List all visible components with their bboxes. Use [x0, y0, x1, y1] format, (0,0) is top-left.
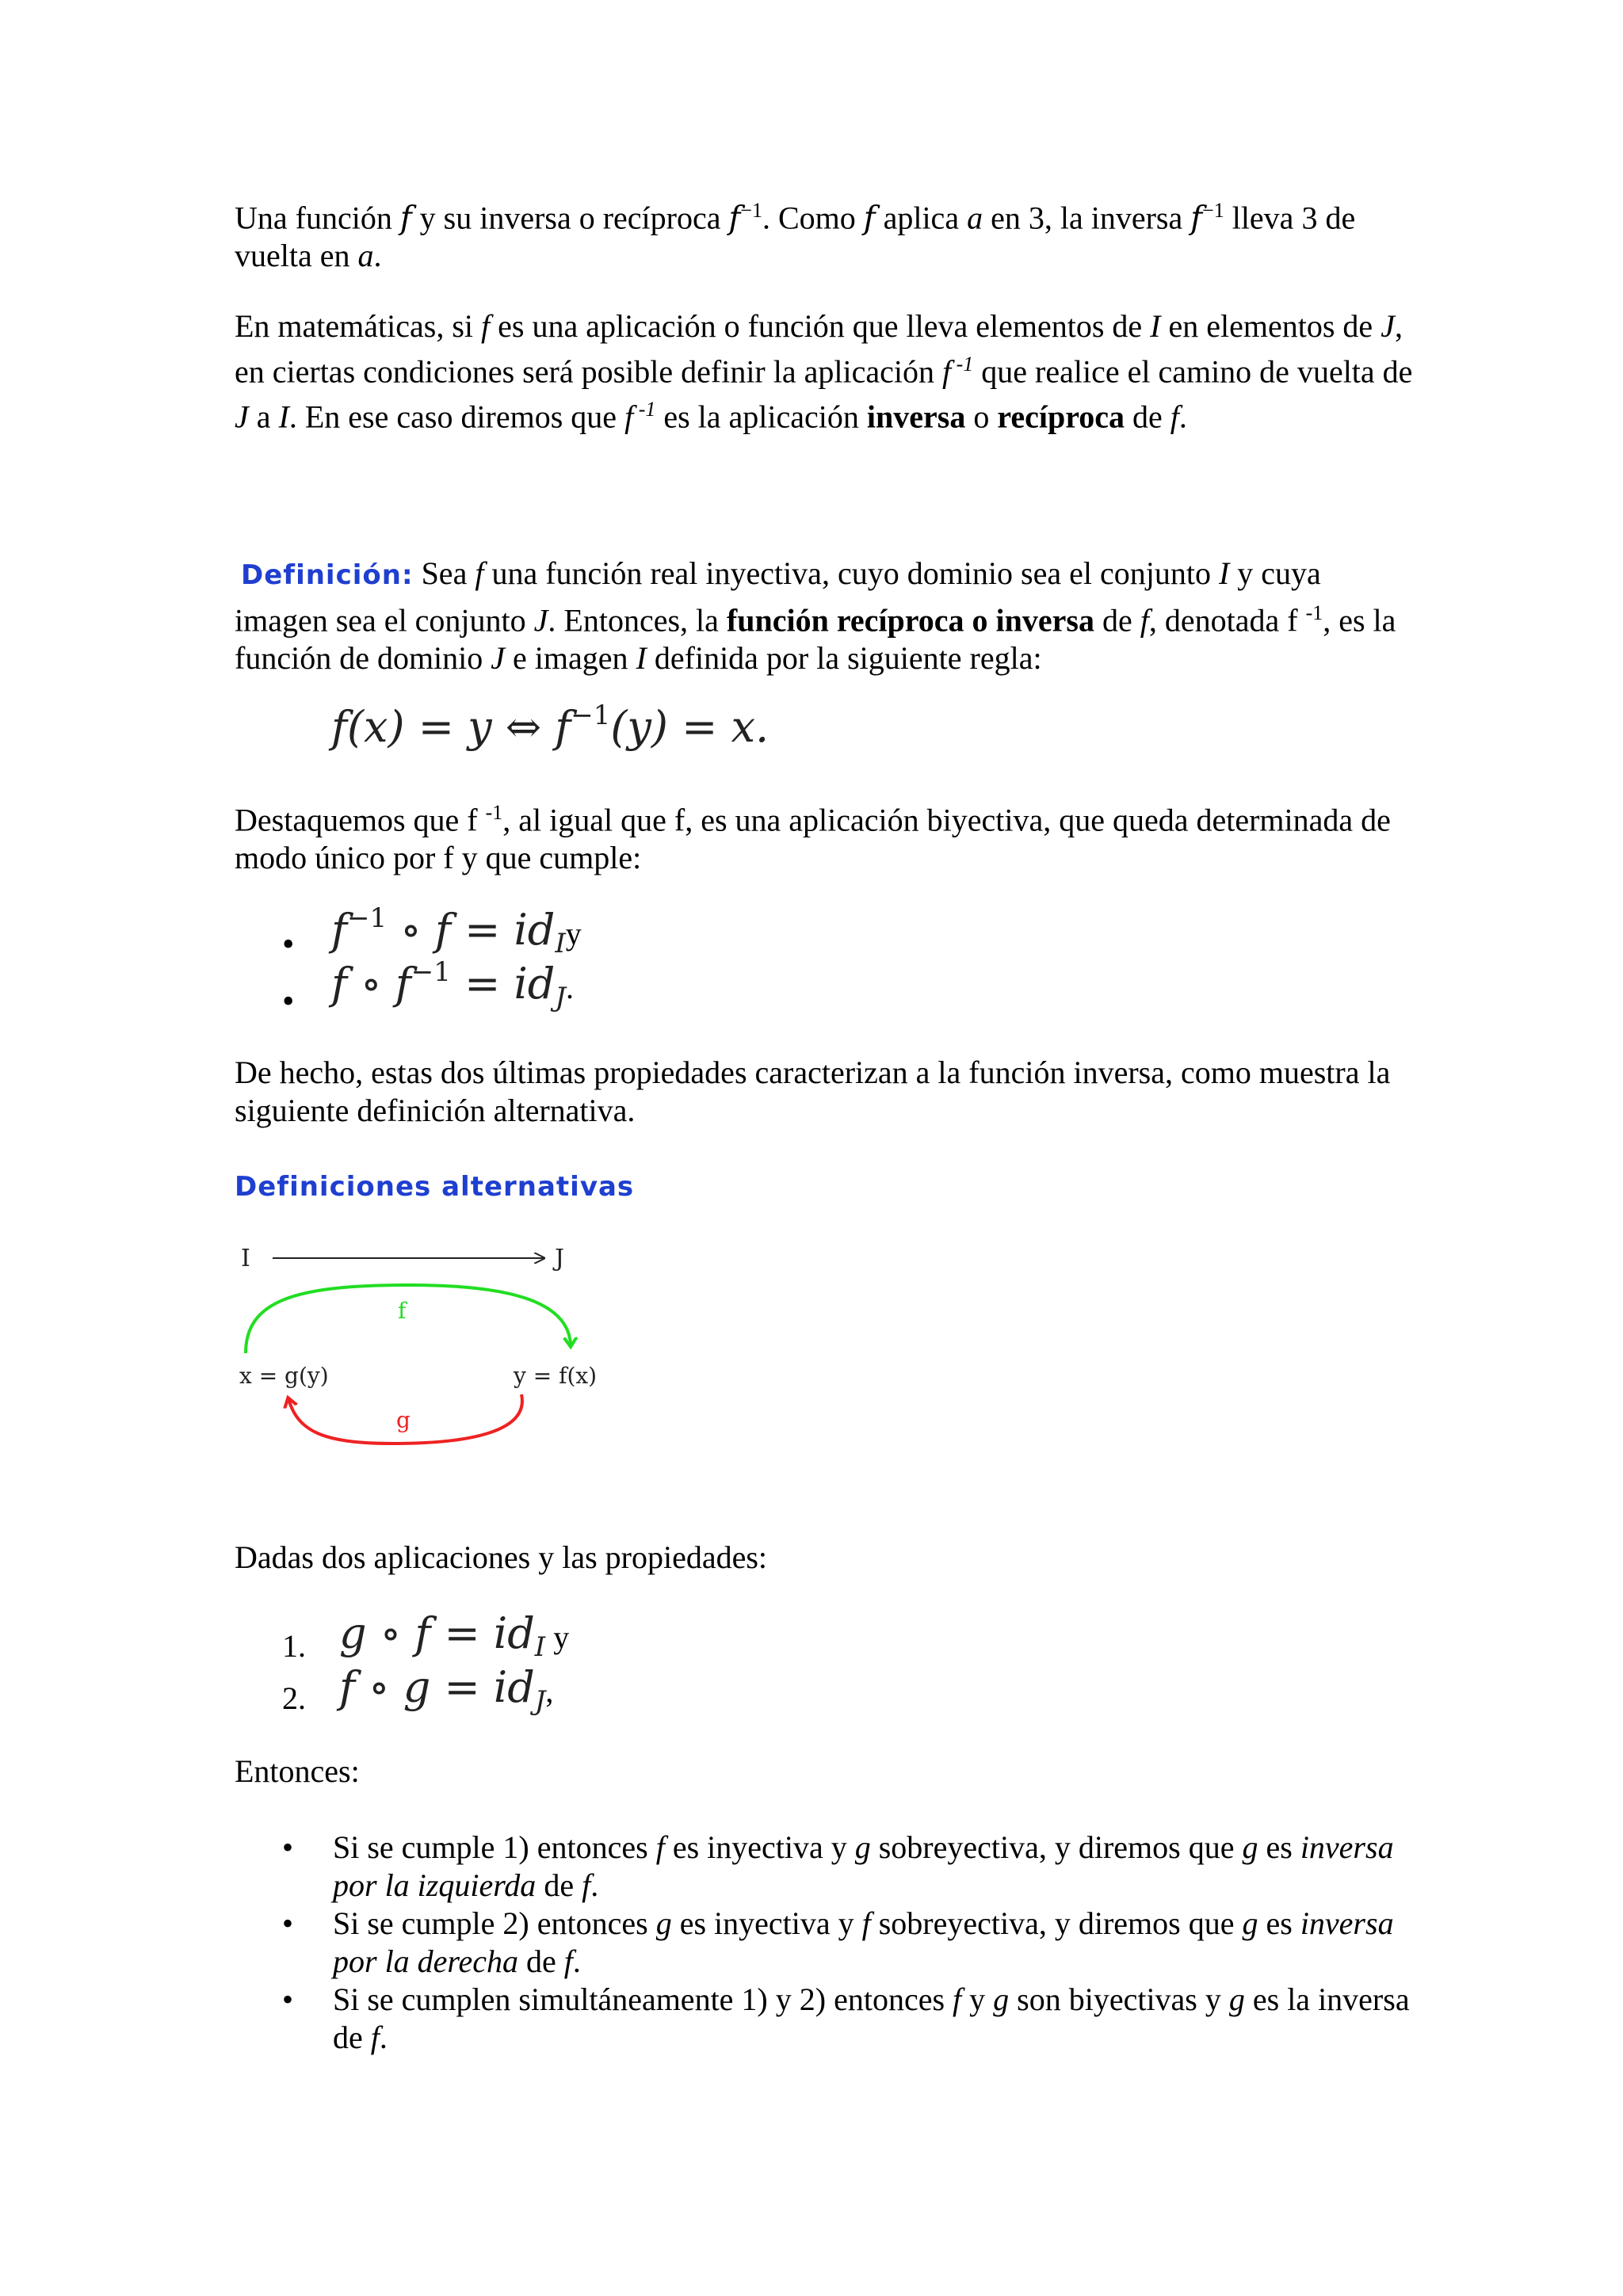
f-label: f	[398, 1298, 407, 1324]
entonces-paragraph: Entonces:	[235, 1753, 360, 1789]
intro-paragraph: Una función f y su inversa o recíproca $f^{-1}$. Como f aplica a en 3, la inversa $f^{-1}$ lleva 3 de vuelta en a.	[235, 199, 1356, 274]
alternative-definitions-heading: Definiciones alternativas	[235, 1171, 635, 1203]
list-item: • Si se cumple 1) entonces f es inyectiva y g sobreyectiva, y diremos que g es inversa por la izquierda de f.	[282, 1829, 1394, 1903]
g-label: g	[396, 1407, 411, 1433]
given-applications-paragraph: Dadas dos aplicaciones y las propiedades:	[235, 1539, 768, 1575]
condition-formula-2: f ∘ g = idJ,	[339, 1662, 554, 1717]
characterization-paragraph: De hecho, estas dos últimas propiedades caracterizan a la función inversa, como muestra la siguiente definición alternativa.	[235, 1055, 1391, 1128]
list-item: • Si se cumplen simultáneamente 1) y 2) entonces f y g son biyectivas y g es la inversa de f.	[282, 1981, 1410, 2055]
x-equals-g-y-label: x = g(y)	[239, 1363, 329, 1389]
definition-intro-paragraph: En matemáticas, si f es una aplicación o función que lleva elementos de I en elementos de J, en ciertas condiciones será posible definir la aplicación f $^{-1}$ que realice el camino de vuelta de J a I. En ese caso diremos que f $^{-1}$ es la aplicación inversa o recíproca de f.	[235, 308, 1413, 435]
property-formula-2: f ∘ $f^{-1}$ = idJ.	[331, 956, 574, 1013]
bijective-paragraph: Destaquemos que f $^{-1}$, al igual que f, es una aplicación biyectiva, que queda determinada de modo único por f y que cumple:	[235, 801, 1391, 876]
set-i-label: I	[241, 1245, 250, 1272]
y-equals-f-x-label: y = f(x)	[514, 1363, 598, 1389]
condition-number-2: 2.	[282, 1680, 306, 1716]
alternative-definitions-heading-wrap	[235, 1166, 1415, 1206]
inverse-function-diagram	[235, 1236, 615, 1466]
list-item: • Si se cumple 2) entonces g es inyectiva y f sobreyectiva, y diremos que g es inversa por la derecha de f.	[282, 1905, 1394, 1979]
property-bullet-1: •	[282, 925, 295, 963]
definition-heading: Definición:	[241, 559, 414, 591]
condition-number-1: 1.	[282, 1628, 306, 1664]
property-bullet-2: •	[282, 982, 295, 1020]
definition-paragraph: Definición: Sea f una función real inyectiva, cuyo dominio sea el conjunto I y cuya imagen sea el conjunto J. Entonces, la función recíproca o inversa de f, denotada f $^{-1}$, es la función de dominio J e imagen I definida por la siguiente regla:	[235, 555, 1396, 677]
condition-formula-1: g ∘ f = idI y	[339, 1608, 570, 1663]
results-list	[235, 1829, 1415, 2057]
set-j-label: J	[555, 1245, 565, 1272]
inverse-rule-formula: f(x) = y ⇔ $f^{-1}(y) = x$.	[331, 700, 769, 752]
property-formula-1: $f^{-1}$ ∘ f = idIy	[331, 902, 582, 959]
f-arrow	[246, 1285, 571, 1353]
